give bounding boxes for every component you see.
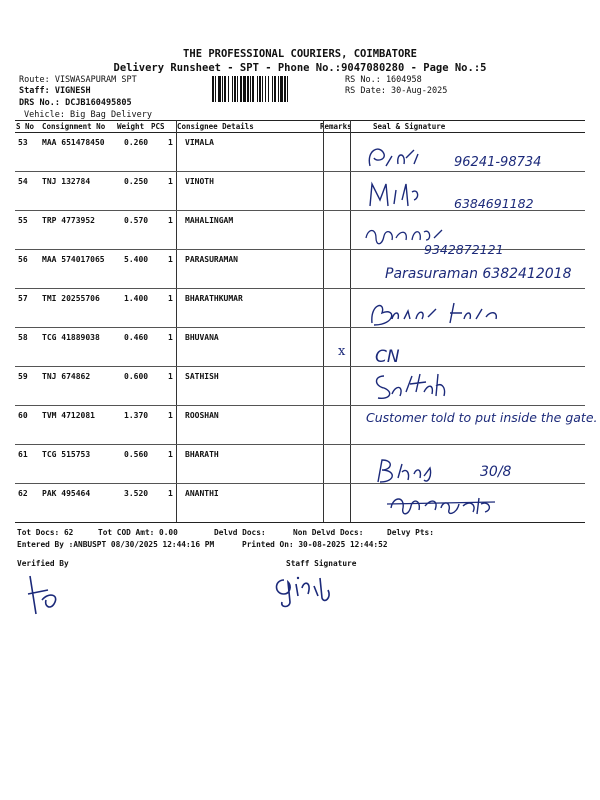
col-seal-signature: Seal & Signature: [373, 122, 446, 131]
entered-by: Entered By :ANBUSPT 08/30/2025 12:44:16 PM: [17, 540, 215, 549]
row-pcs: 1: [168, 333, 173, 342]
row-consignment-no: PAK 495464: [42, 489, 91, 498]
barcode-bar: [278, 76, 279, 102]
row-weight: 0.600: [124, 372, 149, 381]
row-weight: 0.260: [124, 138, 149, 147]
staff-signature-label: Staff Signature: [286, 559, 357, 568]
svg-text:Parasuraman 6382412018: Parasuraman 6382412018: [385, 266, 572, 282]
note-rooshan: [366, 406, 598, 456]
row-consignee-name: ANANTHI: [185, 489, 219, 498]
barcode-bar: [262, 76, 263, 102]
row-sno: 62: [18, 489, 28, 498]
signature-mahalingam: [362, 218, 572, 262]
row-consignee-name: SATHISH: [185, 372, 219, 381]
runsheet-subtitle: Delivery Runsheet - SPT - Phone No.:9047080280 - Page No.:5: [113, 62, 487, 74]
barcode-bar: [252, 76, 254, 102]
col-pcs: PCS: [151, 122, 165, 131]
col-consignment: Consignment No: [42, 122, 106, 131]
signature-bharath: [372, 454, 552, 494]
row-weight: 0.460: [124, 333, 149, 342]
barcode-bar: [257, 76, 258, 102]
signature-sathish: [372, 368, 492, 408]
route-text: Route: VISWASAPURAM SPT: [19, 75, 137, 85]
row-sno: 55: [18, 216, 28, 225]
row-consignee-name: PARASURAMAN: [185, 255, 238, 264]
divider-remarks: [323, 120, 324, 522]
row-pcs: 1: [168, 138, 173, 147]
barcode-bar: [274, 76, 276, 102]
verifier-signature: [20, 570, 80, 624]
row-weight: 0.570: [124, 216, 149, 225]
row-weight: 1.400: [124, 294, 149, 303]
barcode-bar: [265, 76, 266, 102]
barcode-bar: [240, 76, 242, 102]
total-docs: Tot Docs: 62: [17, 528, 74, 537]
barcode-bar: [222, 76, 223, 102]
row-sno: 56: [18, 255, 28, 264]
row-consignee-name: VINOTH: [185, 177, 214, 186]
row-sno: 54: [18, 177, 28, 186]
row-consignee-name: MAHALINGAM: [185, 216, 234, 225]
signature-vinoth: [362, 178, 572, 218]
barcode-bar: [234, 76, 236, 102]
barcode-bar: [224, 76, 226, 102]
divider-consignee: [176, 120, 177, 522]
svg-text:30/8: 30/8: [480, 464, 512, 480]
company-title: THE PROFESSIONAL COURIERS, COIMBATORE: [183, 48, 417, 60]
row-consignee-name: BHARATH: [185, 450, 219, 459]
row-consignee-name: VIMALA: [185, 138, 214, 147]
vehicle-text: Vehicle: Big Bag Delivery: [24, 110, 152, 120]
row-pcs: 1: [168, 255, 173, 264]
drs-label: DRS No.:: [19, 98, 60, 108]
row-consignment-no: TCG 515753: [42, 450, 91, 459]
row-sno: 59: [18, 372, 28, 381]
row-pcs: 1: [168, 294, 173, 303]
row-weight: 5.400: [124, 255, 149, 264]
row-consignment-no: TMI 20255706: [42, 294, 100, 303]
barcode-bar: [284, 76, 286, 102]
row-consignment-no: TNJ 132784: [42, 177, 91, 186]
row-sno: 53: [18, 138, 28, 147]
table-top-rule: [15, 120, 585, 121]
row-consignment-no: MAA 574017065: [42, 255, 105, 264]
barcode-bar: [232, 76, 233, 102]
barcode-bar: [259, 76, 261, 102]
barcode-bar: [287, 76, 288, 102]
barcode-bar: [212, 76, 214, 102]
row-consignee-name: ROOSHAN: [185, 411, 219, 420]
row-consignment-no: TVM 4712081: [42, 411, 95, 420]
barcode-bar: [280, 76, 283, 102]
row-weight: 1.370: [124, 411, 149, 420]
delivered-docs: Delvd Docs:: [214, 528, 266, 537]
rs-number: RS No.: 1604958: [345, 75, 422, 85]
signature-ananthi: [385, 490, 515, 524]
svg-text:CN: CN: [375, 347, 400, 367]
drs-value: DCJB160495805: [65, 98, 132, 108]
col-sno: S No: [16, 122, 35, 131]
row-weight: 0.560: [124, 450, 149, 459]
row-pcs: 1: [168, 216, 173, 225]
drs-number: [19, 98, 132, 108]
svg-text:6384691182: 6384691182: [454, 196, 534, 211]
staff-signature: [270, 564, 340, 618]
row-consignment-no: TCG 41889038: [42, 333, 100, 342]
barcode-bar: [243, 76, 246, 102]
header-bottom-rule: [15, 132, 585, 133]
row-pcs: 1: [168, 177, 173, 186]
barcode-bar: [228, 76, 229, 102]
row-sno: 58: [18, 333, 28, 342]
row-pcs: 1: [168, 372, 173, 381]
row-pcs: 1: [168, 489, 173, 498]
signature-bharathkumar: [366, 297, 536, 335]
svg-text:96241-98734: 96241-98734: [454, 155, 542, 170]
delivery-points: Delvy Pts:: [387, 528, 434, 537]
row-consignment-no: TRP 4773952: [42, 216, 95, 225]
barcode-bar: [218, 76, 221, 102]
svg-text:Customer told to put inside th: Customer told to put inside the gate.: [366, 410, 598, 425]
row-consignee-name: BHARATHKUMAR: [185, 294, 243, 303]
barcode-bar: [272, 76, 273, 102]
barcode-bar: [237, 76, 238, 102]
row-weight: 3.520: [124, 489, 149, 498]
printed-on: Printed On: 30-08-2025 12:44:52: [242, 540, 388, 549]
remarks-mark: x: [338, 344, 346, 359]
row-consignment-no: TNJ 674862: [42, 372, 91, 381]
barcode-bar: [268, 76, 269, 102]
row-pcs: 1: [168, 450, 173, 459]
staff-text: Staff: VIGNESH: [19, 86, 91, 96]
row-consignment-no: MAA 651478450: [42, 138, 105, 147]
signature-vimala: [362, 140, 572, 180]
row-consignee-name: BHUVANA: [185, 333, 219, 342]
row-sno: 57: [18, 294, 28, 303]
row-weight: 0.250: [124, 177, 149, 186]
barcode-bar: [247, 76, 249, 102]
barcode-icon: [212, 76, 340, 102]
row-pcs: 1: [168, 411, 173, 420]
row-sno: 60: [18, 411, 28, 420]
verified-by-label: Verified By: [17, 559, 69, 568]
non-delivered-docs: Non Delvd Docs:: [293, 528, 364, 537]
col-weight: Weight: [117, 122, 145, 131]
barcode-bar: [250, 76, 251, 102]
svg-text:9342872121: 9342872121: [424, 242, 504, 257]
row-separator: [15, 366, 585, 367]
col-consignee: Consignee Details: [177, 122, 254, 131]
total-cod-amount: Tot COD Amt: 0.00: [98, 528, 178, 537]
barcode-bar: [215, 76, 216, 102]
divider-signature: [350, 120, 351, 522]
rs-date: RS Date: 30-Aug-2025: [345, 86, 448, 96]
row-sno: 61: [18, 450, 28, 459]
col-remarks: Remarks: [320, 122, 352, 131]
signature-parasuraman: [385, 258, 575, 302]
